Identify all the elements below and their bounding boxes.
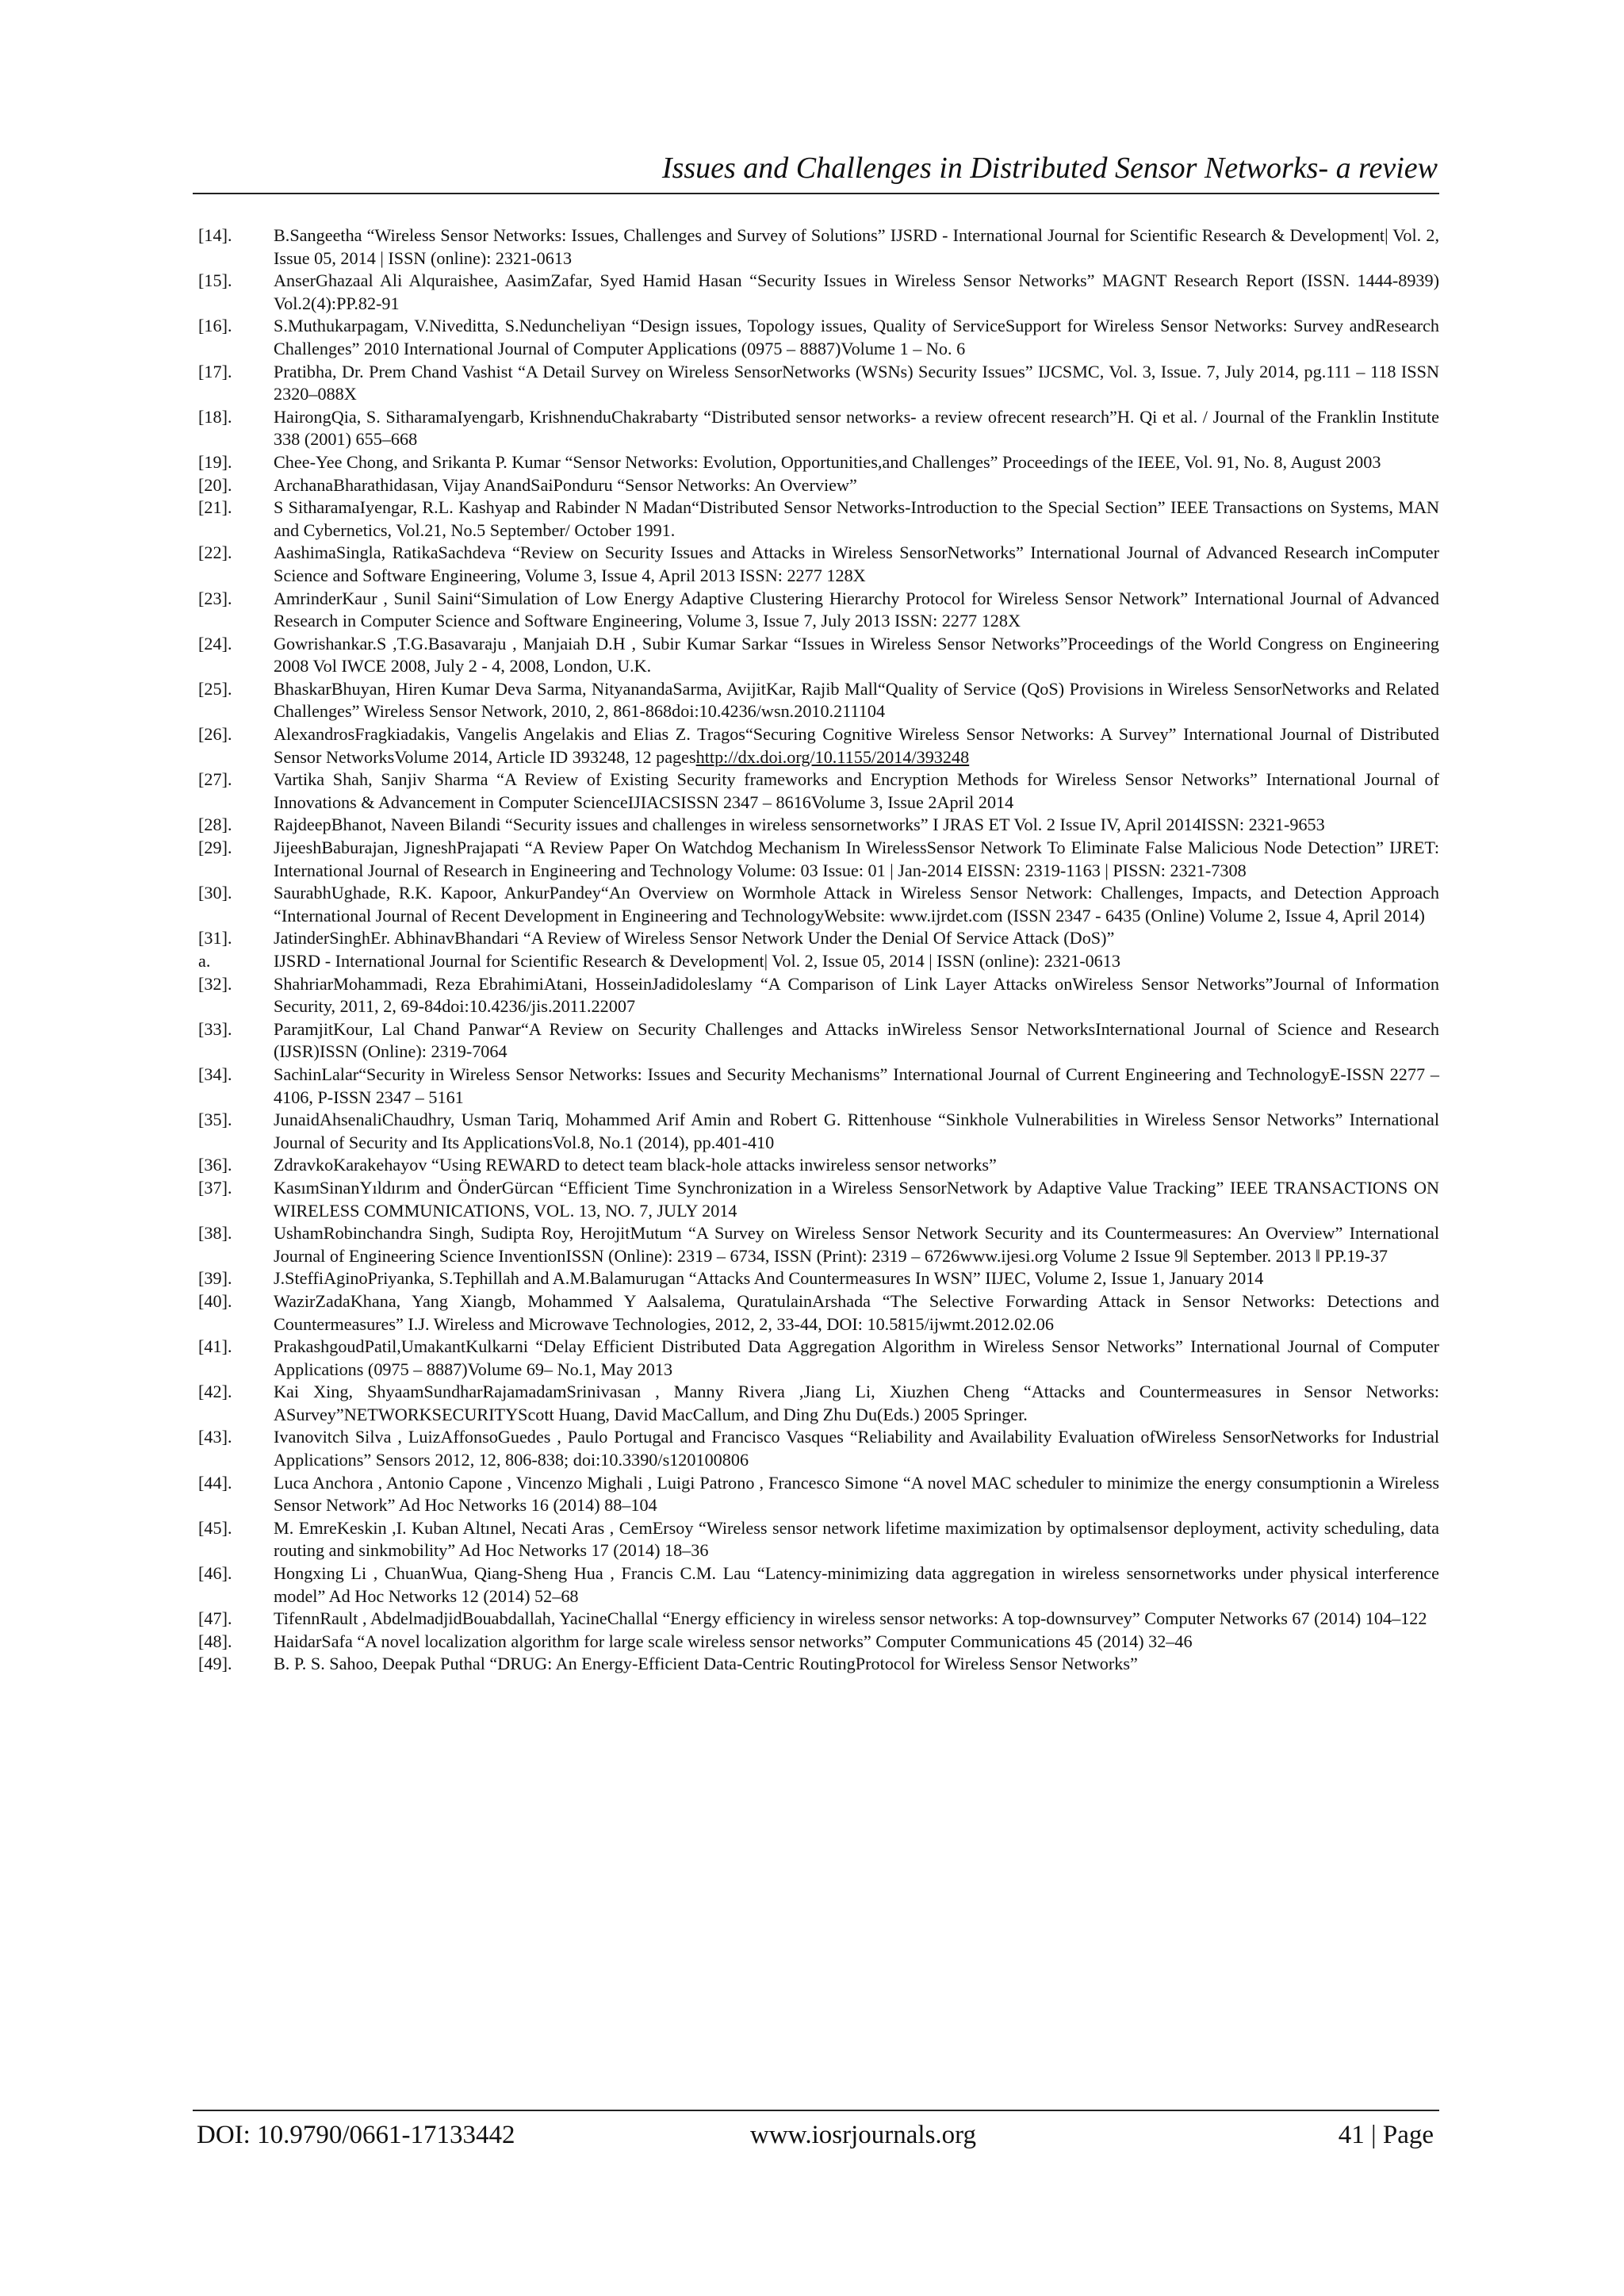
reference-text: [274, 1426, 1439, 1471]
reference-number: [14].: [198, 225, 232, 245]
reference-number: [34].: [198, 1064, 232, 1084]
reference-number: [39].: [198, 1268, 232, 1289]
reference-item: [198, 1562, 1439, 1608]
reference-item: [198, 588, 1439, 633]
reference-item: [198, 1222, 1439, 1267]
reference-text: [274, 1109, 1439, 1154]
reference-text: [274, 224, 1439, 270]
reference-body: S SitharamaIyengar, R.L. Kashyap and Rabinder N Madan“Distributed Sensor Networks-Introduction to the Special Section” IEEE Transactions on Systems, MAN and Cybernetics, Vol.21, No.5 September/ October 1991.: [274, 497, 1439, 540]
reference-text: [274, 882, 1439, 927]
reference-item: [198, 1109, 1439, 1154]
reference-text: [274, 769, 1439, 814]
footer-doi: DOI: 10.9790/0661-17133442: [197, 2121, 515, 2149]
reference-text: [274, 1290, 1439, 1336]
reference-body: M. EmreKeskin ,I. Kuban Altınel, Necati Aras , CemErsoy “Wireless sensor network lifetime maximization by optimalsensor deployment, activity scheduling, data routing and sinkmobility” Ad Hoc Networks 17 (2014) 18–36: [274, 1517, 1439, 1561]
reference-item: [198, 542, 1439, 587]
reference-item: [198, 1336, 1439, 1381]
reference-number: [47].: [198, 1608, 232, 1629]
footer-website[interactable]: www.iosrjournals.org: [750, 2121, 977, 2149]
reference-body: AmrinderKaur , Sunil Saini“Simulation of Low Energy Adaptive Clustering Hierarchy Protocol for Wireless Sensor Network” International Journal of Advanced Research in Computer Science and Software Engineering, Volume 3, Issue 7, July 2013 ISSN: 2277 128X: [274, 588, 1439, 631]
reference-text: [274, 814, 1439, 837]
reference-body: JatinderSinghEr. AbhinavBhandari “A Review of Wireless Sensor Network Under the Denial Of Service Attack (DoS)”: [274, 928, 1115, 949]
reference-number: [49].: [198, 1654, 232, 1674]
reference-item: [198, 678, 1439, 723]
reference-item: [198, 224, 1439, 270]
reference-body: HairongQia, S. SitharamaIyengarb, KrishnenduChakrabarty “Distributed sensor networks- a review ofrecent research”H. Qi et al. / Journal of the Franklin Institute 338 (2001) 655–668: [274, 406, 1439, 450]
footer-rule: [193, 2110, 1439, 2111]
reference-text: [274, 633, 1439, 678]
reference-text: [274, 1653, 1439, 1676]
reference-number: [17].: [198, 361, 232, 381]
reference-item: [198, 1472, 1439, 1517]
reference-item: [198, 837, 1439, 882]
reference-body: ArchanaBharathidasan, Vijay AnandSaiPonduru “Sensor Networks: An Overview”: [274, 474, 857, 495]
reference-item: [198, 474, 1439, 497]
reference-number: [37].: [198, 1177, 232, 1198]
reference-number: [29].: [198, 838, 232, 858]
reference-body: HaidarSafa “A novel localization algorithm for large scale wireless sensor networks” Computer Communications 45 (2014) 32–46: [274, 1631, 1193, 1651]
reference-number: [30].: [198, 883, 232, 903]
reference-item: [198, 1290, 1439, 1336]
reference-text: [274, 927, 1439, 950]
reference-body: J.SteffiAginoPriyanka, S.Tephillah and A.M.Balamurugan “Attacks And Countermeasures In WSN” IIJEC, Volume 2, Issue 1, January 2014: [274, 1268, 1264, 1289]
reference-text: [274, 1608, 1439, 1631]
reference-body: Kai Xing, ShyaamSundharRajamadamSrinivasan , Manny Rivera ,Jiang Li, Xiuzhen Cheng “Attacks and Countermeasures in Sensor Networks: ASurvey”NETWORKSECURITYScott Huang, David MacCallum, and Ding Zhu Du(Eds.) 2005 Springer.: [274, 1382, 1439, 1424]
reference-body: B. P. S. Sahoo, Deepak Puthal “DRUG: An Energy-Efficient Data-Centric RoutingProtocol for Wireless Sensor Networks”: [274, 1654, 1138, 1674]
reference-number: [36].: [198, 1155, 232, 1175]
reference-text: [274, 1267, 1439, 1290]
reference-item: [198, 1064, 1439, 1109]
reference-item: [198, 406, 1439, 451]
reference-item: [198, 315, 1439, 360]
reference-number: [20].: [198, 474, 232, 495]
reference-text: [274, 451, 1439, 474]
reference-text: [274, 1154, 1439, 1177]
reference-item: [198, 633, 1439, 678]
reference-number: [44].: [198, 1472, 232, 1493]
reference-text: [274, 270, 1439, 315]
reference-text: [274, 678, 1439, 723]
reference-item: [198, 1426, 1439, 1471]
reference-text: [274, 1631, 1439, 1654]
reference-number: [45].: [198, 1517, 232, 1538]
reference-body: Gowrishankar.S ,T.G.Basavaraju , Manjaiah D.H , Subir Kumar Sarkar “Issues in Wireless Sensor Networks”Proceedings of the World Congress on Engineering 2008 Vol IWCE 2008, July 2 - 4, 2008, London, U.K.: [274, 633, 1439, 677]
reference-number: [28].: [198, 815, 232, 835]
reference-body: ZdravkoKarakehayov “Using REWARD to detect team black-hole attacks inwireless sensor networks”: [274, 1155, 997, 1175]
reference-item: [198, 1018, 1439, 1064]
reference-item: [198, 1267, 1439, 1290]
reference-link[interactable]: http://dx.doi.org/10.1155/2014/393248: [695, 746, 970, 767]
reference-text: [274, 950, 1439, 973]
reference-text: [274, 1177, 1439, 1222]
reference-number: [27].: [198, 769, 232, 790]
reference-body: SaurabhUghade, R.K. Kapoor, AnkurPandey“An Overview on Wormhole Attack in Wireless Sensor Network: Challenges, Impacts, and Detection Approach “International Journal of Recent Development in Engineering and TechnologyWebsite: www.ijrdet.com (ISSN 2347 - 6435 (Online) Volume 2, Issue 4, April 2014): [274, 883, 1439, 926]
reference-item: [198, 1381, 1439, 1426]
reference-number: [18].: [198, 406, 232, 427]
reference-body: UshamRobinchandra Singh, Sudipta Roy, HerojitMutum “A Survey on Wireless Sensor Network Security and its Countermeasures: An Overview” International Journal of Engineering Science InventionISSN (Online): 2319 – 6734, ISSN (Print): 2319 – 6726www.ijesi.org Volume 2 Issue 9‖ September. 2013 ‖ PP.19-37: [274, 1223, 1439, 1266]
reference-body: Luca Anchora , Antonio Capone , Vincenzo Mighali , Luigi Patrono , Francesco Simone “A novel MAC scheduler to minimize the energy consumptionin a Wireless Sensor Network” Ad Hoc Networks 16 (2014) 88–104: [274, 1472, 1439, 1516]
reference-item: [198, 1631, 1439, 1654]
reference-number: [15].: [198, 270, 232, 291]
reference-item: [198, 1608, 1439, 1631]
reference-number: [26].: [198, 724, 232, 745]
reference-item: [198, 769, 1439, 814]
reference-item: [198, 927, 1439, 950]
reference-text: [274, 1064, 1439, 1109]
reference-number: [32].: [198, 973, 232, 994]
reference-text: [274, 315, 1439, 360]
reference-body: ShahriarMohammadi, Reza EbrahimiAtani, HosseinJadidoleslamy “A Comparison of Link Layer Attacks onWireless Sensor Networks”Journal of Information Security, 2011, 2, 69-84doi:10.4236/jis.2011.22007: [274, 973, 1439, 1017]
reference-number: a.: [198, 951, 211, 971]
reference-text: [274, 361, 1439, 406]
reference-number: [48].: [198, 1631, 232, 1651]
reference-body: SachinLalar“Security in Wireless Sensor Networks: Issues and Security Mechanisms” International Journal of Current Engineering and TechnologyE-ISSN 2277 – 4106, P-ISSN 2347 – 5161: [274, 1064, 1439, 1107]
reference-text: [274, 1336, 1439, 1381]
reference-body: BhaskarBhuyan, Hiren Kumar Deva Sarma, NityanandaSarma, AvijitKar, Rajib Mall“Quality of Service (QoS) Provisions in Wireless SensorNetworks and Related Challenges” Wireless Sensor Network, 2010, 2, 861-868doi:10.4236/wsn.2010.211104: [274, 678, 1439, 722]
reference-number: [46].: [198, 1563, 232, 1584]
reference-body: KasımSinanYıldırım and ÖnderGürcan “Efficient Time Synchronization in a Wireless SensorNetwork by Adaptive Value Tracking” IEEE TRANSACTIONS ON WIRELESS COMMUNICATIONS, VOL. 13, NO. 7, JULY 2014: [274, 1177, 1439, 1221]
reference-body: AlexandrosFragkiadakis, Vangelis Angelakis and Elias Z. Tragos“Securing Cognitive Wireless Sensor Networks: A Survey” International Journal of Distributed Sensor NetworksVolume 2014, Article ID 393248, 12 pages: [274, 724, 1439, 767]
reference-item: [198, 451, 1439, 474]
reference-item: [198, 496, 1439, 542]
reference-number: [24].: [198, 633, 232, 654]
reference-body: ParamjitKour, Lal Chand Panwar“A Review on Security Challenges and Attacks inWireless Sensor NetworksInternational Journal of Science and Research (IJSR)ISSN (Online): 2319-7064: [274, 1018, 1439, 1062]
reference-number: [16].: [198, 316, 232, 336]
reference-number: [33].: [198, 1018, 232, 1039]
reference-text: [274, 1562, 1439, 1608]
reference-item: [198, 814, 1439, 837]
reference-item: [198, 361, 1439, 406]
reference-item: [198, 882, 1439, 927]
reference-text: [274, 1472, 1439, 1517]
reference-body: PrakashgoudPatil,UmakantKulkarni “Delay Efficient Distributed Data Aggregation Algorithm in Wireless Sensor Networks” International Journal of Computer Applications (0975 – 8887)Volume 69– No.1, May 2013: [274, 1336, 1439, 1379]
reference-text: [274, 1381, 1439, 1426]
reference-text: [274, 474, 1439, 497]
reference-body: Pratibha, Dr. Prem Chand Vashist “A Detail Survey on Wireless SensorNetworks (WSNs) Security Issues” IJCSMC, Vol. 3, Issue. 7, July 2014, pg.111 – 118 ISSN 2320–088X: [274, 361, 1439, 404]
reference-body: AashimaSingla, RatikaSachdeva “Review on Security Issues and Attacks in Wireless SensorNetworks” International Journal of Advanced Research inComputer Science and Software Engineering, Volume 3, Issue 4, April 2013 ISSN: 2277 128X: [274, 542, 1439, 585]
reference-item: [198, 950, 1439, 973]
reference-number: [41].: [198, 1336, 232, 1357]
reference-text: [274, 542, 1439, 587]
reference-body: Chee-Yee Chong, and Srikanta P. Kumar “Sensor Networks: Evolution, Opportunities,and Challenges” Proceedings of the IEEE, Vol. 91, No. 8, August 2003: [274, 451, 1381, 472]
reference-number: [43].: [198, 1427, 232, 1447]
reference-item: [198, 1653, 1439, 1676]
reference-body: AnserGhazaal Ali Alquraishee, AasimZafar, Syed Hamid Hasan “Security Issues in Wireless Sensor Networks” MAGNT Research Report (ISSN. 1444-8939) Vol.2(4):PP.82-91: [274, 270, 1439, 313]
reference-number: [25].: [198, 678, 232, 699]
running-header-title: Issues and Challenges in Distributed Sensor Networks- a review: [661, 151, 1438, 185]
reference-text: [274, 1517, 1439, 1562]
reference-item: [198, 270, 1439, 315]
reference-text: [274, 1018, 1439, 1064]
reference-item: [198, 1154, 1439, 1177]
reference-text: [274, 973, 1439, 1018]
reference-body: JunaidAhsenaliChaudhry, Usman Tariq, Mohammed Arif Amin and Robert G. Rittenhouse “Sinkhole Vulnerabilities in Wireless Sensor Networks” International Journal of Security and Its ApplicationsVol.8, No.1 (2014), pp.401-410: [274, 1110, 1439, 1152]
reference-body: JijeeshBaburajan, JigneshPrajapati “A Review Paper On Watchdog Mechanism In WirelessSensor Network To Eliminate False Malicious Node Detection” IJRET: International Journal of Research in Engineering and Technology Volume: 03 Issue: 01 | Jan-2014 EISSN: 2319-1163 | PISSN: 2321-7308: [274, 838, 1439, 880]
reference-number: [23].: [198, 588, 232, 608]
reference-text: [274, 496, 1439, 542]
header-rule: [193, 193, 1439, 194]
reference-item: [198, 723, 1439, 769]
reference-list: [198, 224, 1439, 1676]
reference-body: Vartika Shah, Sanjiv Sharma “A Review of Existing Security frameworks and Encryption Methods for Wireless Sensor Networks” International Journal of Innovations & Advancement in Computer ScienceIJIACSISSN 2347 – 8616Volume 3, Issue 2April 2014: [274, 769, 1439, 812]
reference-number: [31].: [198, 928, 232, 949]
reference-number: [42].: [198, 1382, 232, 1402]
reference-body: IJSRD - International Journal for Scientific Research & Development| Vol. 2, Issue 05, 2014 | ISSN (online): 2321-0613: [274, 951, 1120, 971]
reference-item: [198, 973, 1439, 1018]
reference-body: S.Muthukarpagam, V.Niveditta, S.Neduncheliyan “Design issues, Topology issues, Quality of ServiceSupport for Wireless Sensor Networks: Survey andResearch Challenges” 2010 International Journal of Computer Applications (0975 – 8887)Volume 1 – No. 6: [274, 316, 1439, 358]
reference-number: [40].: [198, 1290, 232, 1311]
reference-text: [274, 1222, 1439, 1267]
reference-text: [274, 837, 1439, 882]
reference-item: [198, 1177, 1439, 1222]
reference-body: Hongxing Li , ChuanWua, Qiang-Sheng Hua , Francis C.M. Lau “Latency-minimizing data aggregation in wireless sensornetworks under physical interference model” Ad Hoc Networks 12 (2014) 52–68: [274, 1563, 1439, 1606]
footer-page-number: 41 | Page: [1338, 2121, 1434, 2149]
reference-body: Ivanovitch Silva , LuizAffonsoGuedes , Paulo Portugal and Francisco Vasques “Reliability and Availability Evaluation ofWireless SensorNetworks for Industrial Applications” Sensors 2012, 12, 806-838; doi:10.3390/s120100806: [274, 1427, 1439, 1470]
reference-number: [22].: [198, 542, 232, 563]
reference-body: WazirZadaKhana, Yang Xiangb, Mohammed Y Aalsalema, QuratulainArshada “The Selective Forwarding Attack in Sensor Networks: Detections and Countermeasures” I.J. Wireless and Microwave Technologies, 2012, 2, 33-44, DOI: 10.5815/ijwmt.2012.02.06: [274, 1290, 1439, 1334]
reference-body: B.Sangeetha “Wireless Sensor Networks: Issues, Challenges and Survey of Solutions” IJSRD - International Journal for Scientific Research & Development| Vol. 2, Issue 05, 2014 | ISSN (online): 2321-0613: [274, 225, 1439, 268]
reference-body: RajdeepBhanot, Naveen Bilandi “Security issues and challenges in wireless sensornetworks” I JRAS ET Vol. 2 Issue IV, April 2014ISSN: 2321-9653: [274, 815, 1325, 835]
reference-text: [274, 588, 1439, 633]
reference-body: TifennRault , AbdelmadjidBouabdallah, YacineChallal “Energy efficiency in wireless sensor networks: A top-downsurvey” Computer Networks 67 (2014) 104–122: [274, 1608, 1427, 1629]
reference-number: [35].: [198, 1110, 232, 1130]
reference-number: [38].: [198, 1223, 232, 1244]
reference-text: [274, 406, 1439, 451]
reference-text: [274, 723, 1439, 769]
reference-number: [19].: [198, 451, 232, 472]
reference-item: [198, 1517, 1439, 1562]
reference-number: [21].: [198, 497, 232, 518]
